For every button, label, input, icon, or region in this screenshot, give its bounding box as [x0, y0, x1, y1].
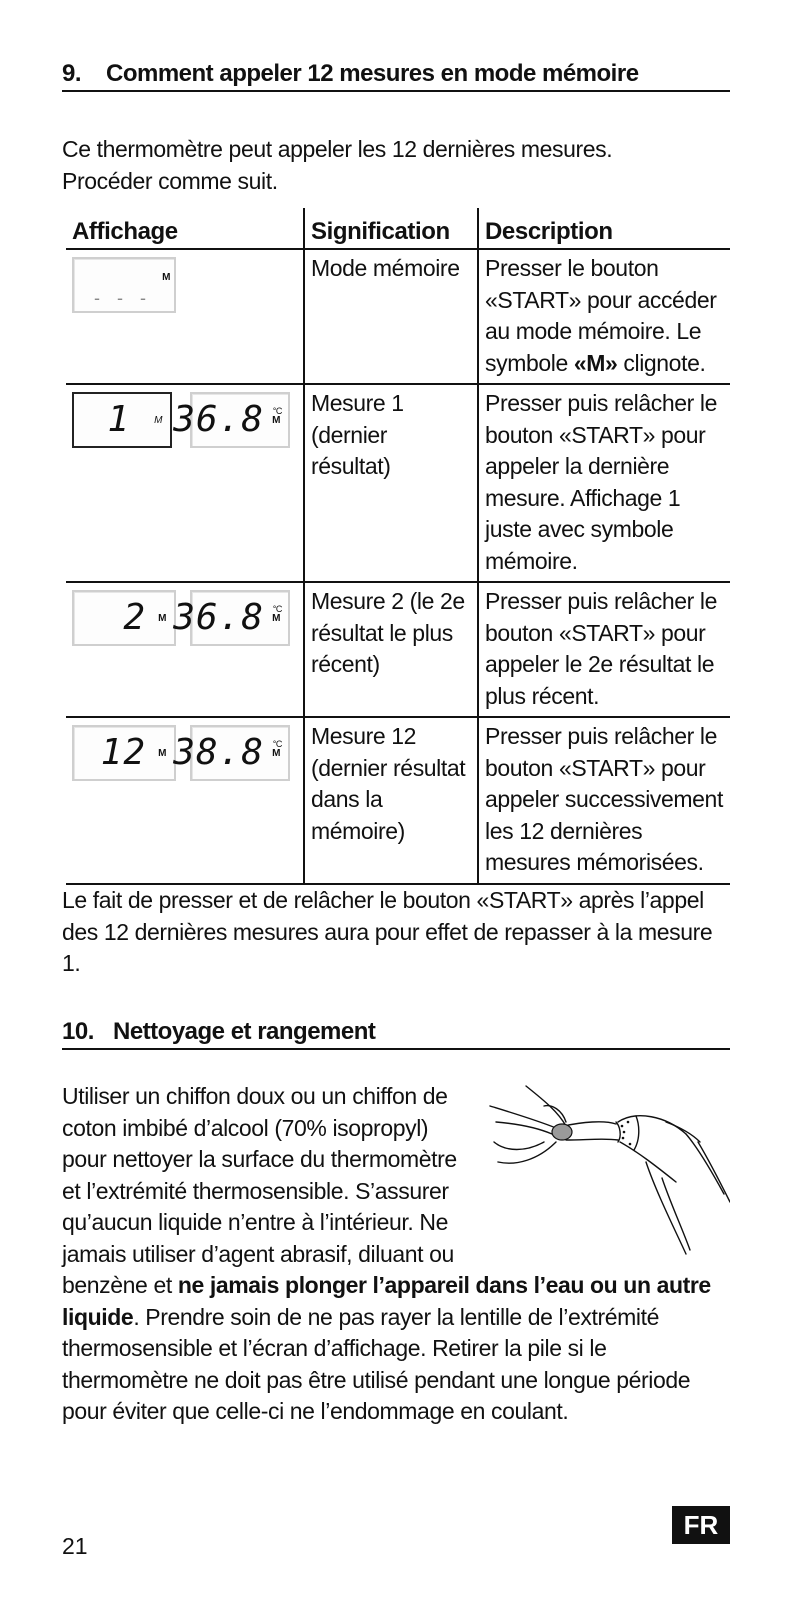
- section-10-body-text-end: . Prendre soin de ne pas rayer la lentille de l’extrémité thermosensible et l’écran d’affichage. Retirer la pile si le thermomètre ne doit pas être utilisé pendant une longue période pour éviter que celle-ci ne l’endommage en coulant.: [62, 1303, 691, 1424]
- celsius-symbol-icon: °C: [272, 604, 282, 614]
- section-10-warning: ne jamais plonger l’appareil dans l’eau ou un autre liquide: [62, 1272, 711, 1330]
- memory-symbol-icon: M: [272, 612, 280, 624]
- lcd-display-left: [72, 392, 172, 448]
- meaning-cell: Mode mémoire: [304, 249, 478, 384]
- lcd-temperature: 38.8: [173, 732, 264, 773]
- section-10-heading: [62, 1018, 730, 1050]
- section-9-title: Comment appeler 12 mesures en mode mémoire: [106, 60, 639, 87]
- page-number: 21: [62, 1533, 88, 1559]
- section-10-body-text: Utiliser un chiffon doux ou un chiffon de coton imbibé d’alcool (70% isopropyl) pour nettoyer la surface du thermomètre et l’extrémité thermosensible. S’assurer qu’aucun liquide n’entre à l’intérieur. Ne jamais utiliser d’agent abrasif, diluant ou benzène et: [62, 1083, 457, 1298]
- display-cell: [66, 717, 304, 884]
- celsius-symbol-icon: °C: [272, 406, 282, 416]
- m-symbol-label: «M»: [573, 349, 618, 376]
- lcd-display: [72, 257, 176, 313]
- description-cell: [478, 249, 730, 384]
- memory-symbol-icon: M: [272, 747, 280, 759]
- section-9-intro: Ce thermomètre peut appeler les 12 dernières mesures. Procéder comme suit.: [62, 136, 613, 194]
- lcd-display-right: [173, 725, 290, 781]
- lcd-dashes: - - -: [94, 288, 152, 308]
- meaning-cell: Mesure 2 (le 2e résultat le plus récent): [304, 582, 478, 717]
- description-text: Presser le bouton «START» pour accéder au mode mémoire. Le symbole: [485, 255, 717, 376]
- lcd-display-right: [173, 590, 290, 646]
- lcd-display-right: [173, 392, 290, 448]
- description-cell: Presser puis relâcher le bouton «START» pour appeler successivement les 12 dernières mesures mémorisées.: [478, 717, 730, 884]
- table-row: [66, 717, 730, 884]
- lcd-temperature: 36.8: [173, 399, 264, 440]
- section-9-number: 9.: [62, 60, 82, 87]
- memory-symbol-icon: M: [158, 747, 166, 759]
- memory-table: [66, 208, 730, 885]
- memory-symbol-icon: M: [162, 271, 170, 283]
- lcd-digits: 2: [123, 597, 146, 638]
- description-text-end: clignote.: [617, 349, 706, 376]
- memory-symbol-icon: M: [272, 414, 280, 426]
- display-cell: [66, 249, 304, 384]
- table-row: [66, 249, 730, 384]
- meaning-cell: Mesure 12 (dernier résultat dans la mémoire): [304, 717, 478, 884]
- section-9-outro: Le fait de presser et de relâcher le bouton «START» après l’appel des 12 dernières mesures aura pour effet de repasser à la mesure 1.: [62, 887, 713, 976]
- celsius-symbol-icon: °C: [272, 739, 282, 749]
- description-cell: Presser puis relâcher le bouton «START» pour appeler le 2e résultat le plus récent.: [478, 582, 730, 717]
- lcd-digits: 1: [107, 399, 130, 440]
- language-badge: FR: [672, 1506, 730, 1544]
- lcd-digits: 12: [100, 732, 146, 773]
- header-description: Description: [478, 208, 730, 249]
- section-9-heading: [62, 60, 730, 92]
- header-meaning: Signification: [304, 208, 478, 249]
- table-header-row: [66, 208, 730, 249]
- lcd-display-left: [72, 590, 176, 646]
- lcd-temperature: 36.8: [173, 597, 264, 638]
- lcd-display-left: [72, 725, 176, 781]
- display-cell: [66, 384, 304, 582]
- header-display: Affichage: [66, 208, 304, 249]
- table-row: [66, 582, 730, 717]
- description-cell: Presser puis relâcher le bouton «START» pour appeler la dernière mesure. Affichage 1 juste avec symbole mémoire.: [478, 384, 730, 582]
- table-row: [66, 384, 730, 582]
- section-10-body: [62, 1081, 730, 1428]
- memory-symbol-icon: M: [158, 612, 166, 624]
- meaning-cell: Mesure 1 (dernier résultat): [304, 384, 478, 582]
- section-10-number: 10.: [62, 1018, 94, 1045]
- section-10-title: Nettoyage et rangement: [113, 1018, 376, 1045]
- memory-symbol-icon: M: [154, 414, 162, 426]
- display-cell: [66, 582, 304, 717]
